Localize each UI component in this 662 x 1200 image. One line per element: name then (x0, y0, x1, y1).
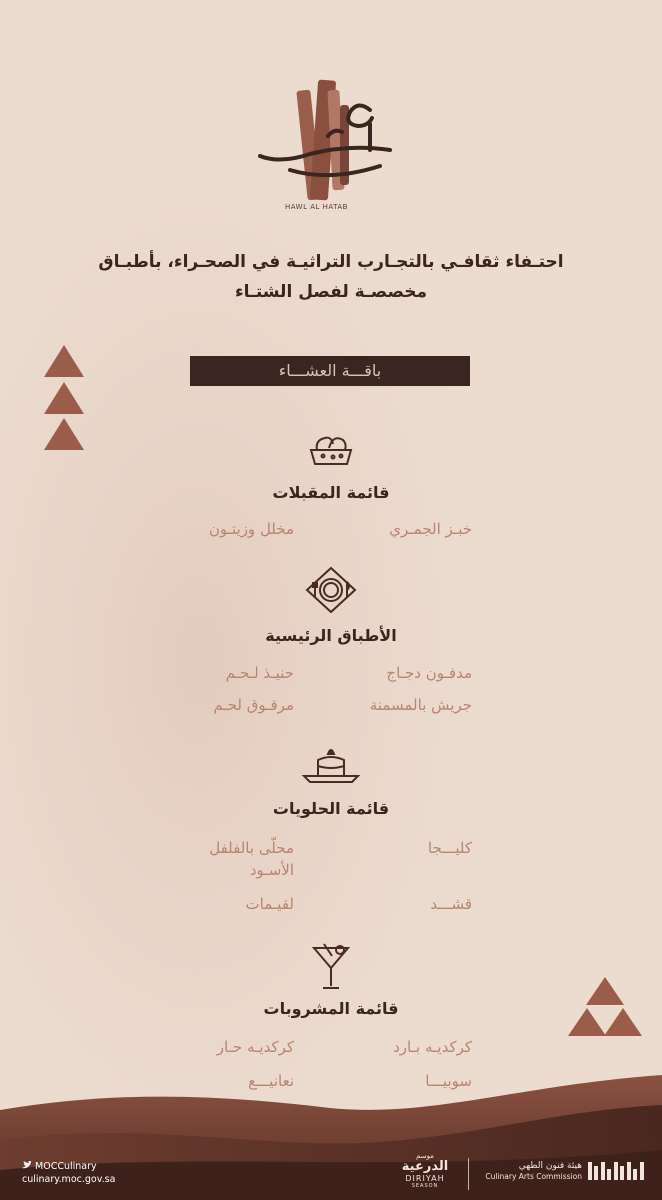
intro-line-1: احتـفاء ثقافـي بالتجـارب التراثيـة في الصحـراء، بأطبـاق (98, 252, 564, 272)
dinner-package-banner: باقـــة العشـــاء (190, 356, 470, 386)
twitter-handle-text: MOCCulinary (35, 1161, 97, 1172)
main-dishes-title: الأطباق الرئيسية (265, 626, 397, 645)
diriyah-season-ar: موسم (416, 1152, 434, 1160)
diriyah-season-en: SEASON (411, 1183, 439, 1189)
menu-item: مرقـوق لحـم (213, 696, 294, 714)
diriyah-ar: الدرعية (401, 1159, 449, 1174)
logo-subtitle: HAWL AL HATAB (285, 203, 348, 211)
menu-item: قشـــد (430, 895, 472, 913)
footer-contact (22, 1160, 115, 1186)
twitter-handle[interactable] (22, 1160, 115, 1173)
cocktail-glass-icon (310, 942, 354, 992)
drinks-title: قائمة المشروبات (263, 999, 399, 1018)
menu-item: حنيـذ لـحـم (225, 664, 294, 682)
diriyah-en: DIRIYAH (405, 1174, 445, 1183)
intro-text (0, 247, 662, 307)
menu-item: خبـز الجمـري (389, 520, 472, 538)
menu-item: نعانيـــع (248, 1072, 294, 1090)
commission-ar: هيئة فنون الطهي (518, 1161, 582, 1171)
desserts-title: قائمة الحلويات (272, 799, 390, 818)
culinary-commission-mark-icon (588, 1160, 644, 1182)
triangle-decoration (44, 345, 84, 377)
diriyah-season-logo (388, 1152, 462, 1189)
commission-en: Culinary Arts Commission (485, 1172, 582, 1181)
menu-item: كركديـه بـارد (393, 1038, 472, 1056)
menu-item: مدفـون دجـاج (386, 664, 472, 682)
menu-item: جريش بالمسمنة (369, 696, 472, 714)
menu-item: كليـــجا (427, 839, 472, 857)
twitter-icon (22, 1161, 32, 1169)
bread-basket-icon (305, 428, 357, 470)
plate-cutlery-icon (303, 566, 359, 614)
menu-item: لقيـمات (245, 895, 294, 913)
culinary-commission-logo (474, 1160, 582, 1182)
menu-item: كركديـه حـار (216, 1038, 294, 1056)
menu-item: محلّى بالفلفل الأسـود (209, 839, 294, 879)
menu-item: مخلل وزيتـون (208, 520, 294, 538)
website-link[interactable]: culinary.moc.gov.sa (22, 1174, 116, 1185)
appetizers-title: قائمة المقبلات (272, 483, 390, 502)
logo-emblem (250, 50, 420, 220)
menu-item: سوبيـــا (425, 1072, 472, 1090)
footer-divider (468, 1158, 469, 1190)
triangle-decoration (44, 418, 84, 450)
triangle-decoration (44, 382, 84, 414)
dessert-icon (300, 740, 362, 786)
intro-line-2: مخصصـة لفصل الشتـاء (234, 282, 428, 302)
